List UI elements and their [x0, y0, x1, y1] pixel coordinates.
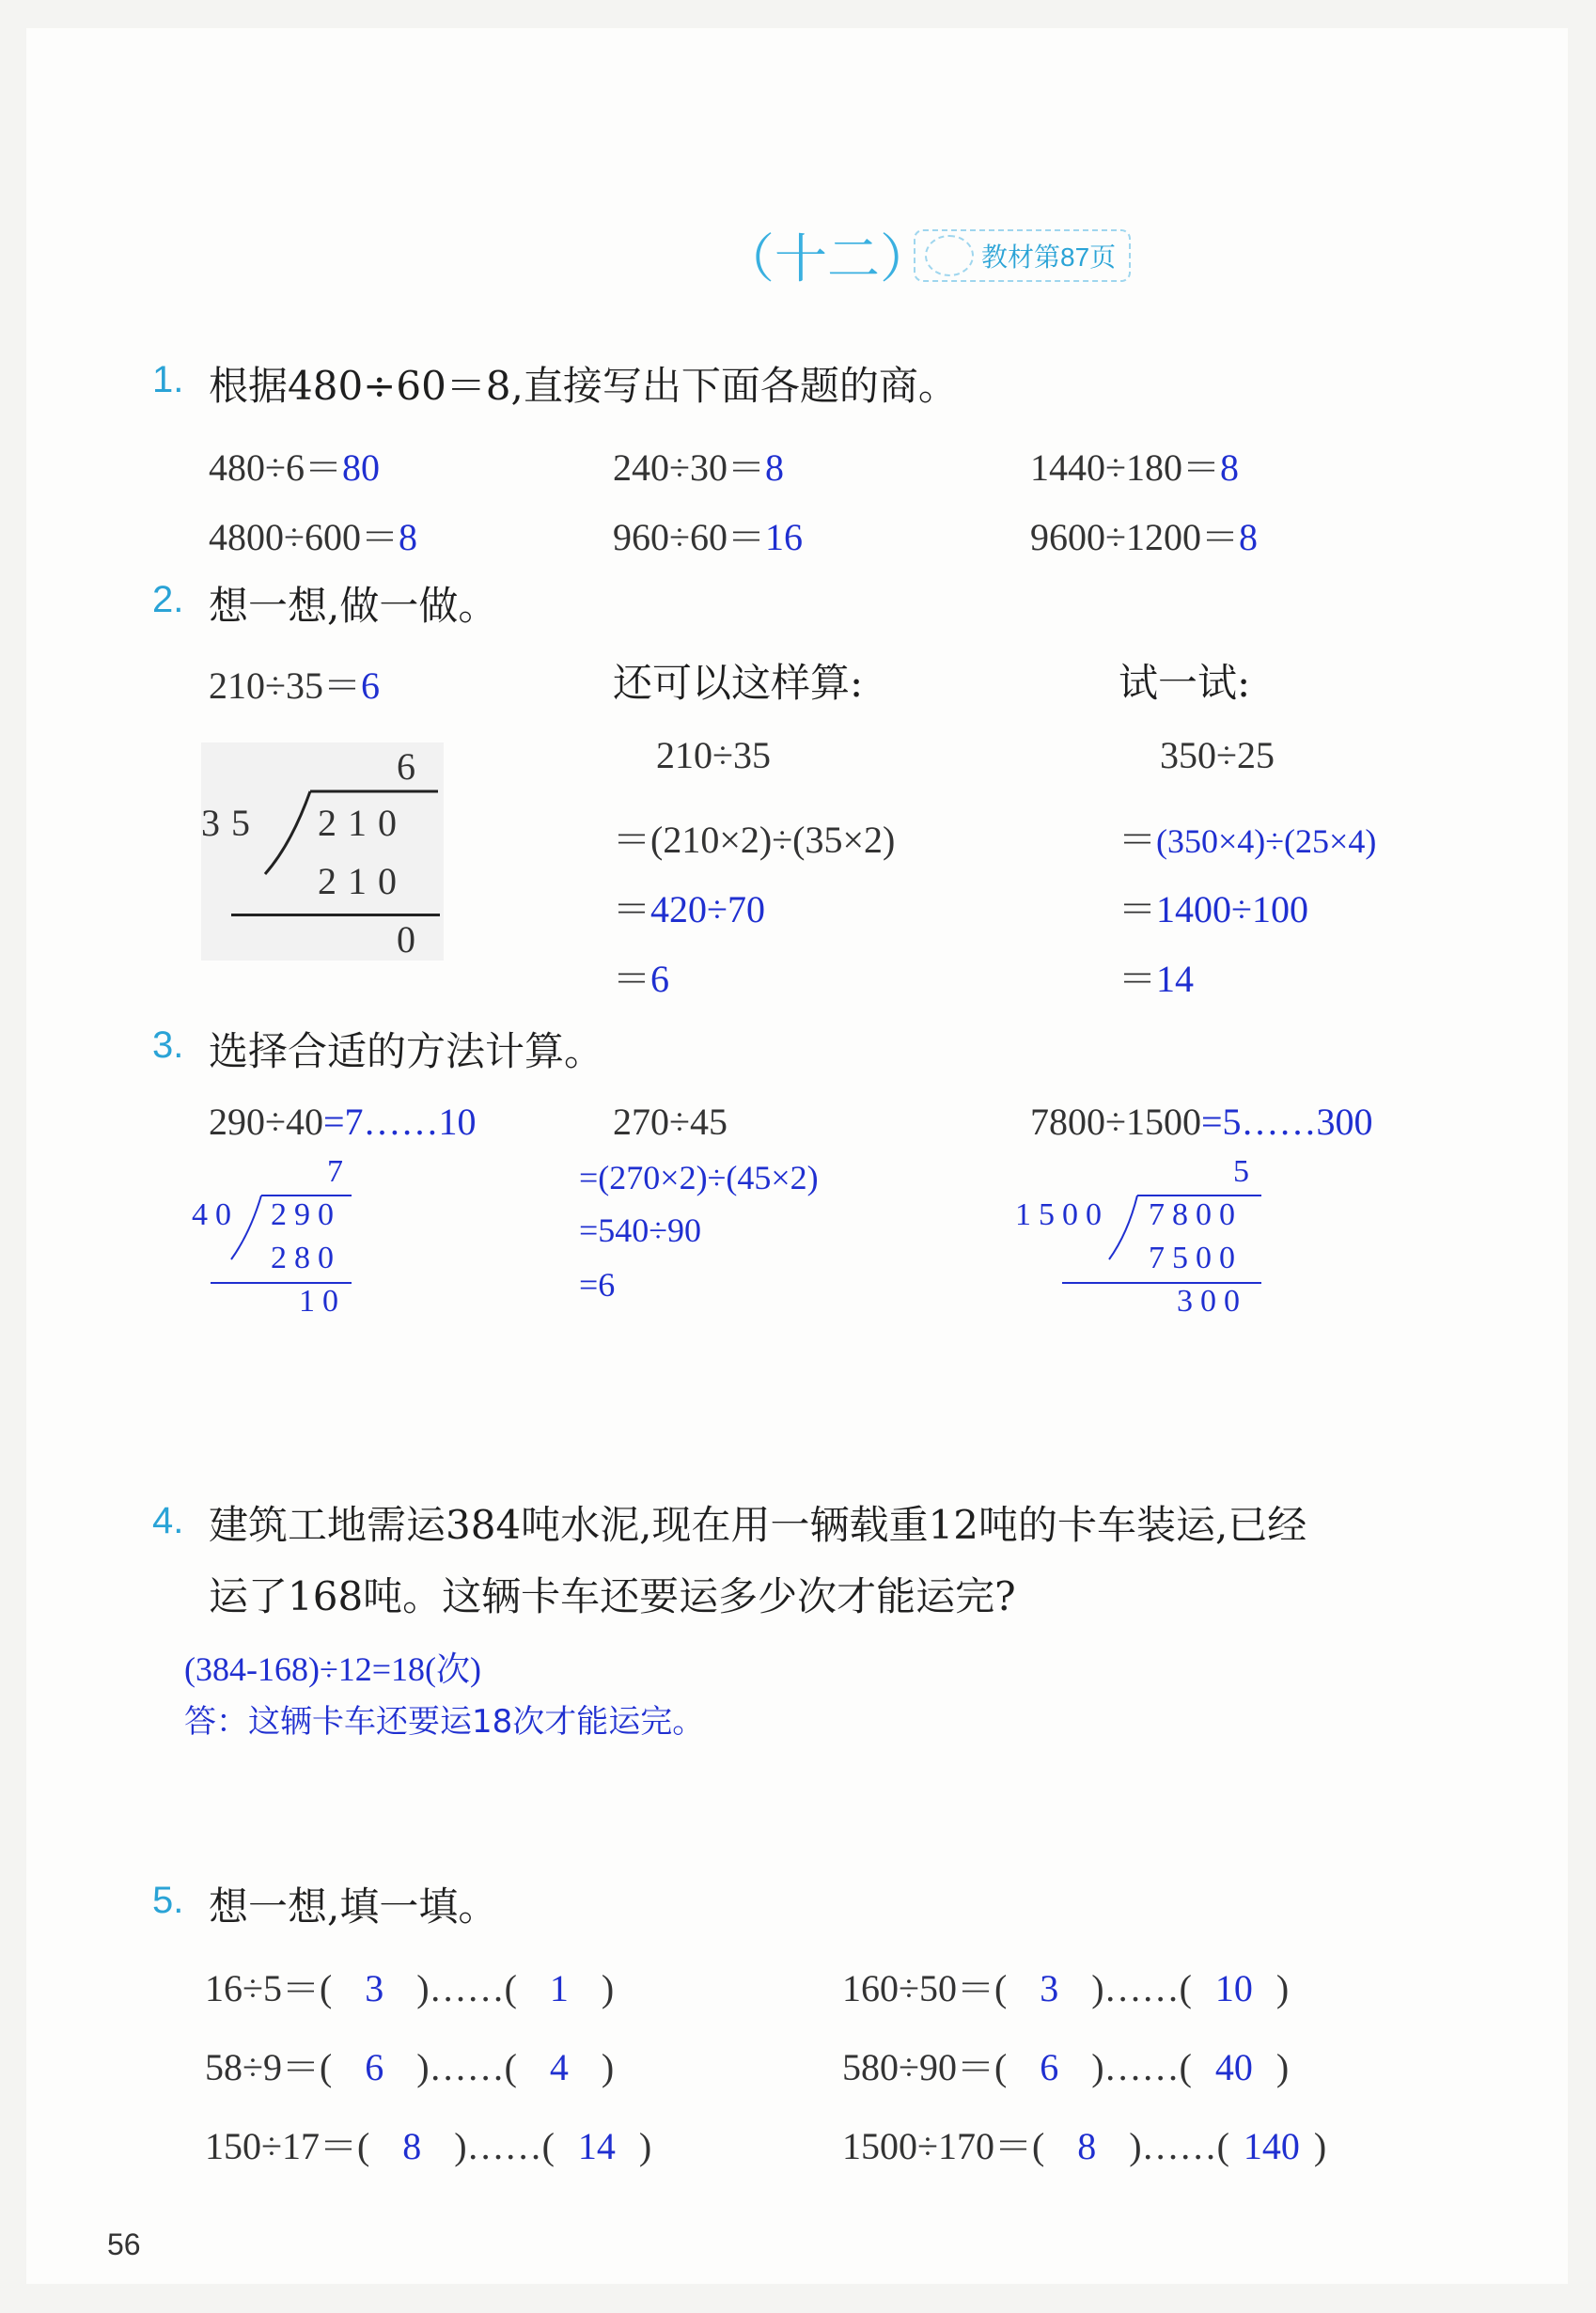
q5-item: 160÷50＝( 3 )……( 10 )	[842, 1967, 1290, 2009]
page-number: 56	[107, 2227, 141, 2261]
q5-quotient: 8	[402, 2125, 422, 2167]
q5-quotient: 3	[1040, 1967, 1059, 2009]
q5-remainder: 4	[549, 2046, 569, 2088]
q3b-step: =(270×2)÷(45×2)	[579, 1159, 819, 1196]
question-5-prompt: 想一想,填一填。	[209, 1883, 498, 1930]
q2-try-line: ＝14	[1119, 958, 1194, 1000]
q1-item: 4800÷600＝8	[209, 516, 417, 558]
q3b-expression: 270÷45	[613, 1101, 728, 1143]
q3b-step: =6	[579, 1266, 616, 1304]
q2-alt-line: ＝6	[613, 958, 669, 1000]
q2-alt-line: ＝(210×2)÷(35×2)	[613, 819, 896, 861]
q1-item: 480÷6＝80	[209, 446, 380, 489]
q2-alt-heading: 还可以这样算:	[613, 660, 864, 706]
q5-remainder: 140	[1243, 2125, 1300, 2167]
textbook-page-tag: 教材第87页	[914, 229, 1131, 282]
question-4-line1: 建筑工地需运384吨水泥,现在用一辆载重12吨的卡车装运,已经	[209, 1502, 1307, 1548]
q3a-divisor: 40	[192, 1197, 239, 1232]
q1-answer: 16	[764, 516, 803, 558]
question-2-number: 2.	[152, 579, 184, 620]
question-5-number: 5.	[152, 1880, 184, 1921]
q4-answer-equation: (384-168)÷12=18(次)	[184, 1650, 482, 1688]
q5-quotient: 6	[1040, 2046, 1059, 2088]
q1-item: 9600÷1200＝8	[1030, 516, 1258, 558]
q1-item: 960÷60＝16	[613, 516, 803, 558]
cloud-icon	[925, 235, 974, 276]
q2-quotient: 6	[397, 745, 427, 788]
q2-alt-line: ＝420÷70	[613, 888, 765, 930]
q3a-dividend: 290	[271, 1197, 341, 1232]
q2-try-line: ＝1400÷100	[1119, 888, 1308, 930]
q2-try-answer: (350×4)÷(25×4)	[1156, 822, 1377, 860]
q5-item: 58÷9＝( 6 )……( 4 )	[205, 2046, 615, 2088]
q2-remainder: 0	[397, 918, 427, 961]
q5-remainder: 40	[1214, 2046, 1253, 2088]
q3a-remainder: 10	[299, 1284, 346, 1319]
q5-remainder: 10	[1214, 1967, 1253, 2009]
q5-item: 16÷5＝( 3 )……( 1 )	[205, 1967, 615, 2009]
q1-answer: 8	[1238, 516, 1258, 558]
q2-alt-answer: 6	[650, 958, 669, 1000]
q3a-quotient: 7	[327, 1154, 351, 1189]
question-4-line2: 运了168吨。这辆卡车还要运多少次才能运完?	[209, 1573, 1016, 1619]
q3c-dividend: 7800	[1149, 1197, 1243, 1232]
q3b-step: =540÷90	[579, 1211, 702, 1249]
q5-remainder: 14	[577, 2125, 616, 2167]
q3a-expression: 290÷40=7……10	[209, 1101, 477, 1143]
q3c-product: 7500	[1149, 1241, 1243, 1275]
q1-answer: 8	[398, 516, 417, 558]
q3c-divisor: 1500	[1015, 1197, 1109, 1232]
q2-try-line: ＝(350×4)÷(25×4)	[1119, 819, 1377, 861]
q4-answer-sentence: 答：这辆卡车还要运18次才能运完。	[184, 1703, 705, 1741]
q2-dividend: 210	[318, 802, 408, 844]
question-1-number: 1.	[152, 359, 184, 400]
q1-answer: 80	[341, 446, 380, 489]
q2-try-heading: 试一试:	[1119, 660, 1251, 706]
q2-equation: 210÷35＝6	[209, 664, 380, 707]
question-3-number: 3.	[152, 1024, 184, 1066]
q2-try-answer: 14	[1156, 958, 1194, 1000]
q2-try-answer: 1400÷100	[1156, 888, 1308, 930]
q1-item: 1440÷180＝8	[1030, 446, 1239, 489]
q5-remainder: 1	[549, 1967, 569, 2009]
section-title: （十二）	[722, 229, 932, 289]
q1-item: 240÷30＝8	[613, 446, 784, 489]
q3c-remainder: 300	[1177, 1284, 1247, 1319]
q2-alt-answer: 420÷70	[650, 888, 765, 930]
q3a-product: 280	[271, 1241, 341, 1275]
q3c-expression: 7800÷1500=5……300	[1030, 1101, 1373, 1143]
question-4-number: 4.	[152, 1500, 184, 1541]
q3c-quotient: 5	[1233, 1154, 1257, 1189]
question-2-prompt: 想一想,做一做。	[209, 583, 498, 629]
q5-quotient: 6	[365, 2046, 384, 2088]
q2-alt-line: 210÷35	[656, 734, 771, 776]
q5-item: 150÷17＝( 8 )……( 14 )	[205, 2125, 652, 2167]
q2-product: 210	[318, 860, 408, 902]
q5-quotient: 8	[1077, 2125, 1097, 2167]
q2-try-expr: 350÷25	[1160, 734, 1275, 776]
q5-item: 580÷90＝( 6 )……( 40 )	[842, 2046, 1290, 2088]
q2-equation-answer: 6	[360, 664, 380, 707]
q5-item: 1500÷170＝( 8 )……( 140 )	[842, 2125, 1327, 2167]
q3c-answer: =5……300	[1200, 1101, 1373, 1143]
q3a-answer: =7……10	[322, 1101, 477, 1143]
question-3-prompt: 选择合适的方法计算。	[209, 1028, 604, 1074]
q2-divisor: 35	[201, 802, 261, 844]
question-1-prompt: 根据480÷60＝8,直接写出下面各题的商。	[209, 363, 958, 409]
q5-quotient: 3	[365, 1967, 384, 2009]
q1-answer: 8	[764, 446, 784, 489]
q1-answer: 8	[1219, 446, 1239, 489]
q2-subtraction-line	[231, 914, 440, 916]
